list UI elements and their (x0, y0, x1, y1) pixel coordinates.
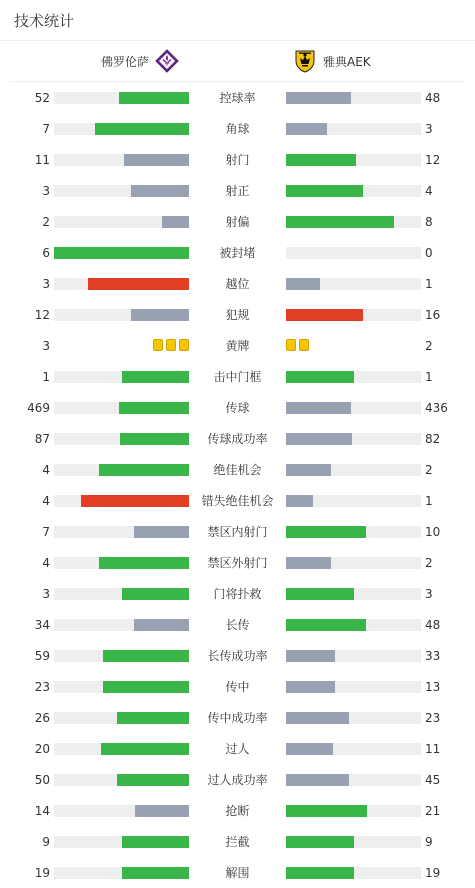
fiorentina-lily-logo (155, 49, 179, 73)
home-stat-value: 26 (34, 711, 50, 725)
away-bar-fill (286, 123, 327, 135)
home-bar-track (54, 650, 189, 662)
away-stat-value: 48 (425, 618, 441, 632)
away-bar-fill (286, 402, 351, 414)
stat-row (0, 733, 475, 764)
home-bar-fill (122, 867, 190, 879)
stat-label: 射门 (225, 153, 250, 167)
home-bar-fill (54, 247, 189, 259)
home-bar-fill (117, 712, 189, 724)
away-bar-fill (286, 92, 351, 104)
home-team-name: 佛罗伦萨 (100, 54, 149, 69)
away-bar-track (286, 123, 421, 135)
away-stat-value: 1 (425, 277, 433, 291)
home-stat-value: 7 (42, 122, 50, 136)
home-bar-track (54, 464, 189, 476)
stats-list (0, 82, 475, 888)
away-stat-value: 4 (425, 184, 433, 198)
home-stat-value: 23 (34, 680, 50, 694)
stat-label: 角球 (225, 122, 250, 136)
stat-label: 过人成功率 (207, 773, 268, 787)
home-bar-track (54, 402, 189, 414)
stat-row (0, 392, 475, 423)
home-bar-track (54, 526, 189, 538)
away-bar-track (286, 526, 421, 538)
away-bar-track (286, 216, 421, 228)
stat-label: 长传成功率 (207, 649, 268, 663)
away-bar-fill (286, 216, 394, 228)
away-bar-track (286, 650, 421, 662)
stat-row (0, 206, 475, 237)
home-stat-value: 52 (34, 91, 50, 105)
home-bar-track (54, 154, 189, 166)
home-bar-fill (99, 557, 189, 569)
away-stat-value: 16 (425, 308, 441, 322)
home-stat-value: 3 (42, 339, 50, 353)
away-bar-fill (286, 712, 349, 724)
home-bar-track (54, 836, 189, 848)
stat-label: 射偏 (225, 215, 250, 229)
home-stat-value: 12 (34, 308, 50, 322)
away-stat-value: 2 (425, 339, 433, 353)
away-bar-track (286, 247, 421, 259)
stat-row (0, 671, 475, 702)
home-stat-value: 3 (42, 587, 50, 601)
home-bar-fill (103, 681, 189, 693)
away-stat-value: 12 (425, 153, 441, 167)
stat-label: 传球 (225, 401, 250, 415)
stat-row (0, 237, 475, 268)
away-stat-value: 10 (425, 525, 441, 539)
yellow-card-icon (166, 339, 176, 351)
away-bar-fill (286, 557, 331, 569)
stat-label: 错失绝佳机会 (201, 494, 274, 508)
home-bar-fill (134, 619, 189, 631)
stat-row (0, 640, 475, 671)
stat-label: 禁区内射门 (207, 525, 268, 539)
home-bar-fill (135, 805, 189, 817)
home-stat-value: 4 (42, 463, 50, 477)
home-stat-value: 3 (42, 277, 50, 291)
stat-label: 长传 (225, 618, 250, 632)
stat-row (0, 485, 475, 516)
away-stat-value: 33 (425, 649, 441, 663)
home-bar-fill (122, 371, 190, 383)
away-bar-track (286, 774, 421, 786)
home-bar-fill (122, 836, 190, 848)
stat-row (0, 702, 475, 733)
away-bar-track (286, 743, 421, 755)
away-bar-fill (286, 867, 354, 879)
home-bar-fill (88, 278, 189, 290)
away-stat-value: 8 (425, 215, 433, 229)
away-bar-track (286, 371, 421, 383)
away-bar-track (286, 278, 421, 290)
home-bar-fill (81, 495, 189, 507)
away-yellow-cards (286, 339, 309, 351)
home-bar-track (54, 278, 189, 290)
stat-label: 传中 (225, 680, 250, 694)
stat-label: 抢断 (225, 804, 250, 818)
away-stat-value: 45 (425, 773, 441, 787)
page-title: 技术统计 (14, 11, 75, 30)
away-bar-track (286, 464, 421, 476)
home-stat-value: 59 (34, 649, 50, 663)
away-bar-fill (286, 619, 366, 631)
home-bar-fill (95, 123, 190, 135)
home-yellow-cards (153, 339, 189, 351)
stat-row (0, 330, 475, 361)
stat-label: 越位 (225, 277, 250, 291)
home-stat-value: 34 (34, 618, 50, 632)
away-bar-fill (286, 774, 349, 786)
stat-row (0, 454, 475, 485)
away-stat-value: 19 (425, 866, 441, 880)
away-stat-value: 82 (425, 432, 441, 446)
home-bar-track (54, 557, 189, 569)
aek-eagle-logo (293, 49, 317, 73)
stat-row (0, 764, 475, 795)
away-stat-value: 1 (425, 370, 433, 384)
away-bar-fill (286, 154, 356, 166)
away-stat-value: 11 (425, 742, 441, 756)
home-bar-track (54, 774, 189, 786)
home-bar-track (54, 619, 189, 631)
away-bar-track (286, 619, 421, 631)
away-bar-fill (286, 836, 354, 848)
stat-label: 传球成功率 (207, 432, 268, 446)
away-stat-value: 23 (425, 711, 441, 725)
home-bar-track (54, 371, 189, 383)
away-team-name: 雅典AEK (323, 54, 371, 69)
stat-row (0, 175, 475, 206)
away-bar-track (286, 92, 421, 104)
header (0, 0, 475, 41)
teams-header (10, 41, 465, 82)
stat-label: 黄牌 (225, 339, 250, 353)
home-bar-track (54, 495, 189, 507)
home-stat-value: 2 (42, 215, 50, 229)
away-stat-value: 2 (425, 556, 433, 570)
home-bar-fill (101, 743, 189, 755)
home-stat-value: 19 (34, 866, 50, 880)
away-bar-track (286, 836, 421, 848)
home-bar-fill (99, 464, 189, 476)
away-stat-value: 48 (425, 91, 441, 105)
home-bar-track (54, 216, 189, 228)
away-bar-fill (286, 433, 352, 445)
away-bar-track (286, 557, 421, 569)
home-bar-track (54, 185, 189, 197)
stat-row (0, 609, 475, 640)
home-bar-fill (117, 774, 189, 786)
away-bar-track (286, 309, 421, 321)
away-bar-fill (286, 588, 354, 600)
stat-row (0, 857, 475, 888)
home-bar-fill (119, 92, 189, 104)
stat-row (0, 113, 475, 144)
away-stat-value: 13 (425, 680, 441, 694)
away-bar-track (286, 185, 421, 197)
stat-label: 绝佳机会 (213, 463, 262, 477)
stat-label: 被封堵 (219, 246, 256, 260)
stat-row (0, 795, 475, 826)
stat-label: 拦截 (225, 835, 250, 849)
home-stat-value: 9 (42, 835, 50, 849)
away-bar-track (286, 433, 421, 445)
away-bar-fill (286, 805, 367, 817)
home-bar-fill (122, 588, 190, 600)
stat-label: 射正 (225, 184, 250, 198)
home-stat-value: 4 (42, 494, 50, 508)
away-stat-value: 21 (425, 804, 441, 818)
stat-label: 过人 (225, 742, 250, 756)
yellow-card-icon (286, 339, 296, 351)
away-bar-track (286, 867, 421, 879)
stat-label: 门将扑救 (213, 587, 262, 601)
home-bar-track (54, 805, 189, 817)
home-bar-track (54, 433, 189, 445)
stat-row (0, 361, 475, 392)
away-bar-track (286, 154, 421, 166)
stat-label: 解围 (225, 866, 250, 880)
home-stat-value: 11 (34, 153, 50, 167)
away-stat-value: 1 (425, 494, 433, 508)
stat-label: 传中成功率 (207, 711, 268, 725)
away-bar-fill (286, 185, 363, 197)
home-bar-track (54, 588, 189, 600)
home-bar-track (54, 309, 189, 321)
stat-label: 击中门框 (213, 370, 262, 384)
away-stat-value: 0 (425, 246, 433, 260)
away-bar-track (286, 402, 421, 414)
away-stat-value: 3 (425, 122, 433, 136)
away-bar-fill (286, 495, 313, 507)
away-bar-fill (286, 743, 333, 755)
stat-row (0, 826, 475, 857)
yellow-card-icon (153, 339, 163, 351)
away-bar-fill (286, 526, 366, 538)
stat-row (0, 578, 475, 609)
home-stat-value: 7 (42, 525, 50, 539)
away-stat-value: 9 (425, 835, 433, 849)
home-stat-value: 20 (34, 742, 50, 756)
away-bar-fill (286, 464, 331, 476)
home-stat-value: 87 (34, 432, 50, 446)
home-stat-value: 6 (42, 246, 50, 260)
stat-row (0, 299, 475, 330)
home-bar-fill (103, 650, 189, 662)
home-bar-track (54, 681, 189, 693)
stat-row (0, 516, 475, 547)
home-bar-fill (134, 526, 189, 538)
away-bar-track (286, 588, 421, 600)
home-bar-track (54, 92, 189, 104)
home-team[interactable] (101, 49, 179, 73)
away-stat-value: 2 (425, 463, 433, 477)
home-stat-value: 1 (42, 370, 50, 384)
stat-row (0, 144, 475, 175)
home-bar-track (54, 712, 189, 724)
stat-row (0, 547, 475, 578)
home-bar-track (54, 743, 189, 755)
away-stat-value: 3 (425, 587, 433, 601)
home-bar-fill (162, 216, 189, 228)
stat-label: 控球率 (219, 91, 256, 105)
away-bar-fill (286, 650, 335, 662)
away-team[interactable] (293, 49, 371, 73)
away-bar-track (286, 712, 421, 724)
away-bar-fill (286, 681, 335, 693)
home-bar-fill (119, 402, 189, 414)
home-stat-value: 4 (42, 556, 50, 570)
home-bar-track (54, 867, 189, 879)
stat-row (0, 82, 475, 113)
home-bar-track (54, 123, 189, 135)
yellow-card-icon (299, 339, 309, 351)
away-bar-fill (286, 278, 320, 290)
stat-row (0, 423, 475, 454)
stat-row (0, 268, 475, 299)
home-stat-value: 50 (34, 773, 50, 787)
away-stat-value: 436 (425, 401, 448, 415)
yellow-card-icon (179, 339, 189, 351)
home-stat-value: 469 (27, 401, 50, 415)
away-bar-fill (286, 309, 363, 321)
home-bar-fill (131, 309, 189, 321)
away-bar-track (286, 681, 421, 693)
home-bar-track (54, 247, 189, 259)
home-stat-value: 14 (34, 804, 50, 818)
home-bar-fill (124, 154, 189, 166)
away-bar-track (286, 805, 421, 817)
home-bar-fill (131, 185, 189, 197)
away-bar-track (286, 495, 421, 507)
stat-label: 禁区外射门 (207, 556, 268, 570)
home-bar-fill (120, 433, 189, 445)
stat-label: 犯规 (225, 308, 250, 322)
home-stat-value: 3 (42, 184, 50, 198)
away-bar-fill (286, 371, 354, 383)
